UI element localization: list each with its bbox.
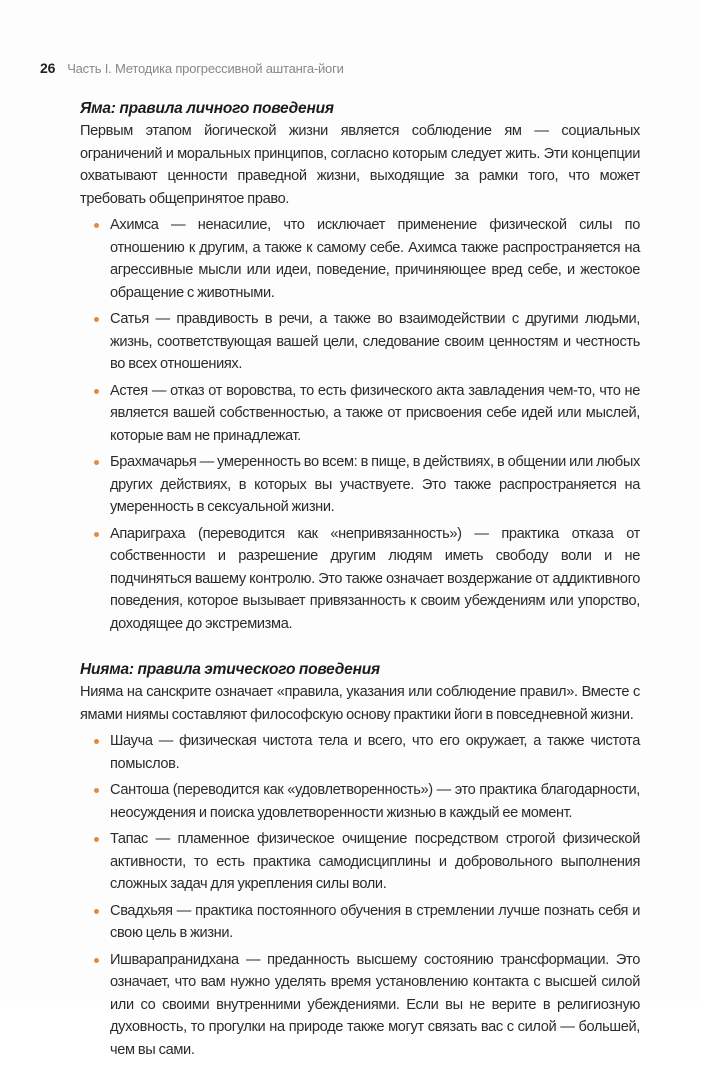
bullet-list — [80, 730, 640, 1061]
list-item: Свадхьяя — практика постоянного обучения в стремлении лучше познать себя и свою цель в жизни. — [110, 900, 640, 945]
bullet-icon — [94, 739, 99, 744]
bullet-icon — [94, 389, 99, 394]
section-intro: Нияма на санскрите означает «правила, указания или соблюдение правил». Вместе с ямами ниямы составляют философскую основу практики йоги в повседневной жизни. — [80, 684, 640, 723]
bullet-icon — [94, 909, 99, 914]
page-content — [80, 98, 640, 1065]
list-item: Апариграха (переводится как «непривязанность») — практика отказа от собственности и разрешение другим людям иметь свободу воли и не подчиняться вашему контролю. Это также означает воздержание от аддиктивного поведения, которое вызывает привязанность к своим убеждениям или упорство, доходящее до экстремизма. — [110, 523, 640, 636]
section-heading: Яма: правила личного поведения — [80, 100, 334, 117]
bullet-icon — [94, 788, 99, 793]
running-title: Часть I. Методика прогрессивной аштанга-йоги — [67, 61, 344, 76]
page-number: 26 — [40, 60, 56, 76]
bullet-icon — [94, 958, 99, 963]
bullet-icon — [94, 223, 99, 228]
section-heading: Нияма: правила этического поведения — [80, 661, 380, 678]
bullet-icon — [94, 460, 99, 465]
list-item: Тапас — пламенное физическое очищение посредством строгой физической активности, то есть практика самодисциплины и добровольного выполнения сложных задач для укрепления силы воли. — [110, 828, 640, 896]
bullet-list — [80, 214, 640, 635]
bullet-icon — [94, 317, 99, 322]
section-spacer — [80, 639, 640, 659]
bullet-icon — [94, 532, 99, 537]
list-item: Ахимса — ненасилие, что исключает применение физической силы по отношению к другим, а также к самому себе. Ахимса также распространяется на агрессивные мысли или идеи, поведение, причиняющее вред себе, и жестокое обращение с животными. — [110, 214, 640, 304]
list-item: Брахмачарья — умеренность во всем: в пище, в действиях, в общении или любых других действиях, в которых вы участвуете. Это также распространяется на умеренность в сексуальной жизни. — [110, 451, 640, 519]
list-item: Сантоша (переводится как «удовлетворенность») — это практика благодарности, неосуждения и поиска удовлетворенности жизнью в каждый ее момент. — [110, 779, 640, 824]
list-item: Сатья — правдивость в речи, а также во взаимодействии с другими людьми, жизнь, соответствующая вашей цели, следование своим ценностям и честность во всех отношениях. — [110, 308, 640, 376]
list-item: Ишварапранидхана — преданность высшему состоянию трансформации. Это означает, что вам нужно уделять время установлению контакта с высшей силой или со своими внутренними убеждениями. Если вы не верите в религиозную духовность, то прогулки на природе также могут связать вас с силой — большей, чем вы сами. — [110, 949, 640, 1062]
bullet-icon — [94, 837, 99, 842]
list-item: Шауча — физическая чистота тела и всего, что его окружает, а также чистота помыслов. — [110, 730, 640, 775]
section-intro: Первым этапом йогической жизни является соблюдение ям — социальных ограничений и моральных принципов, согласно которым следует жить. Эти концепции охватывают ценности праведной жизни, выходящие за рамки того, что может требовать общепринятое право. — [80, 123, 640, 207]
running-head — [40, 60, 344, 76]
list-item: Астея — отказ от воровства, то есть физического акта завладения чем-то, что не является вашей собственностью, а также от присвоения себе идей или мыслей, которые вам не принадлежат. — [110, 380, 640, 448]
section-yama — [80, 98, 640, 635]
